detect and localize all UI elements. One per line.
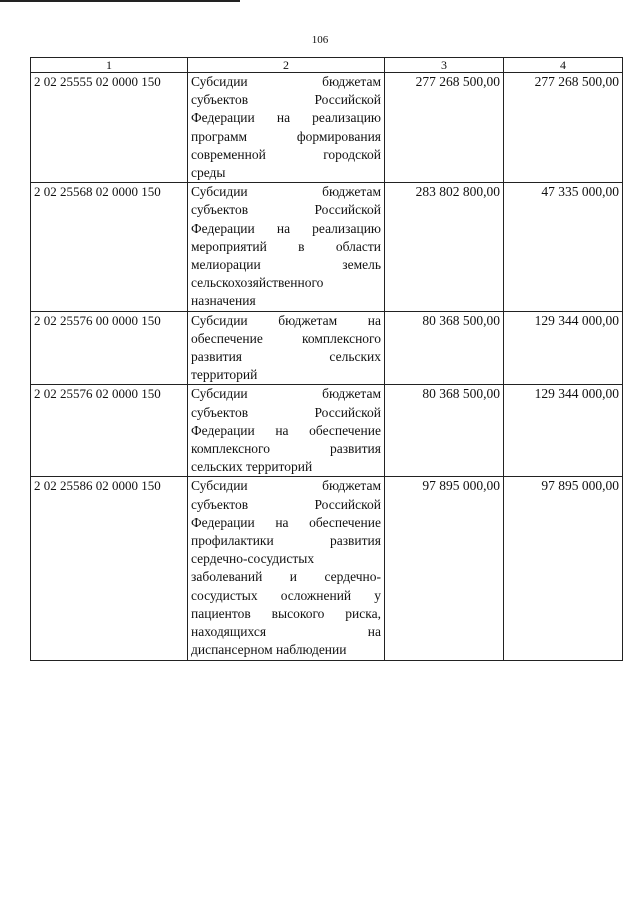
description-line: Субсидии бюджетам bbox=[191, 386, 381, 402]
amount-value: 80 368 500,00 bbox=[422, 386, 500, 402]
table-row bbox=[31, 385, 623, 477]
description-line: диспансерном наблюдении bbox=[191, 642, 347, 658]
description-line: Федерации на реализацию bbox=[191, 110, 381, 126]
scan-edge-line bbox=[0, 0, 240, 2]
amount-value: 97 895 000,00 bbox=[541, 478, 619, 494]
description-line: среды bbox=[191, 165, 226, 181]
amount-value: 277 268 500,00 bbox=[415, 74, 500, 89]
description-line: сосудистых осложнений у bbox=[191, 587, 381, 603]
description-line: Субсидии бюджетам на bbox=[191, 312, 381, 328]
description-cell bbox=[188, 385, 385, 477]
description-line: Федерации на реализацию bbox=[191, 220, 381, 236]
amount-column-3-cell bbox=[385, 183, 504, 311]
table-row bbox=[31, 311, 623, 385]
table-header-row bbox=[31, 58, 623, 73]
amount-column-4-cell bbox=[504, 477, 623, 660]
amount-value: 129 344 000,00 bbox=[534, 386, 619, 402]
budget-code-cell: 2 02 25576 02 0000 150 bbox=[31, 385, 188, 477]
description-line: субъектов Российской bbox=[191, 92, 381, 108]
amount-value: 47 335 000,00 bbox=[541, 184, 619, 200]
column-header-1: 1 bbox=[31, 58, 188, 73]
budget-code-cell: 2 02 25576 00 0000 150 bbox=[31, 311, 188, 385]
page-number: 106 bbox=[311, 34, 329, 46]
amount-column-4-cell bbox=[504, 385, 623, 477]
amount-column-3-cell bbox=[385, 73, 504, 183]
budget-code-cell: 2 02 25568 02 0000 150 bbox=[31, 183, 188, 311]
amount-value: 277 268 500,00 bbox=[534, 74, 619, 89]
amount-column-3-cell bbox=[385, 477, 504, 660]
column-header-4: 4 bbox=[504, 58, 623, 73]
description-line: комплексного развития bbox=[191, 441, 381, 457]
description-line: территорий bbox=[191, 367, 258, 383]
amount-value: 97 895 000,00 bbox=[422, 478, 500, 494]
column-header-2: 2 bbox=[188, 58, 385, 73]
budget-code-cell: 2 02 25555 02 0000 150 bbox=[31, 73, 188, 183]
description-line: программ формирования bbox=[191, 128, 381, 144]
description-line: сельских территорий bbox=[191, 459, 313, 475]
amount-value: 80 368 500,00 bbox=[422, 312, 500, 328]
budget-code-cell: 2 02 25586 02 0000 150 bbox=[31, 477, 188, 660]
description-line: обеспечение комплексного bbox=[191, 330, 381, 346]
amount-column-4-cell bbox=[504, 73, 623, 183]
description-line: назначения bbox=[191, 293, 256, 309]
amount-value: 129 344 000,00 bbox=[534, 312, 619, 328]
description-line: мелиорации земель bbox=[191, 257, 381, 273]
description-line: субъектов Российской bbox=[191, 496, 381, 512]
description-line: заболеваний и сердечно- bbox=[191, 569, 381, 585]
description-line: Федерации на обеспечение bbox=[191, 514, 381, 530]
description-line: Федерации на обеспечение bbox=[191, 422, 381, 438]
description-line: современной городской bbox=[191, 146, 381, 162]
description-line: мероприятий в области bbox=[191, 238, 381, 254]
amount-column-4-cell bbox=[504, 311, 623, 385]
budget-table bbox=[30, 57, 623, 661]
description-cell bbox=[188, 311, 385, 385]
description-line: субъектов Российской bbox=[191, 202, 381, 218]
description-line: пациентов высокого риска, bbox=[191, 605, 381, 621]
amount-column-3-cell bbox=[385, 311, 504, 385]
table-row bbox=[31, 183, 623, 311]
table-row bbox=[31, 477, 623, 660]
description-cell bbox=[188, 183, 385, 311]
description-line: сердечно-сосудистых bbox=[191, 551, 315, 567]
description-line: Субсидии бюджетам bbox=[191, 478, 381, 494]
table-row bbox=[31, 73, 623, 183]
column-header-3: 3 bbox=[385, 58, 504, 73]
description-line: Субсидии бюджетам bbox=[191, 184, 381, 200]
description-cell bbox=[188, 73, 385, 183]
description-line: субъектов Российской bbox=[191, 404, 381, 420]
description-line: развития сельских bbox=[191, 349, 381, 365]
description-line: сельскохозяйственного bbox=[191, 275, 324, 291]
description-line: находящихся на bbox=[191, 624, 381, 640]
description-cell bbox=[188, 477, 385, 660]
description-line: Субсидии бюджетам bbox=[191, 74, 381, 89]
amount-column-3-cell bbox=[385, 385, 504, 477]
amount-value: 283 802 800,00 bbox=[415, 184, 500, 200]
description-line: профилактики развития bbox=[191, 533, 381, 549]
amount-column-4-cell bbox=[504, 183, 623, 311]
